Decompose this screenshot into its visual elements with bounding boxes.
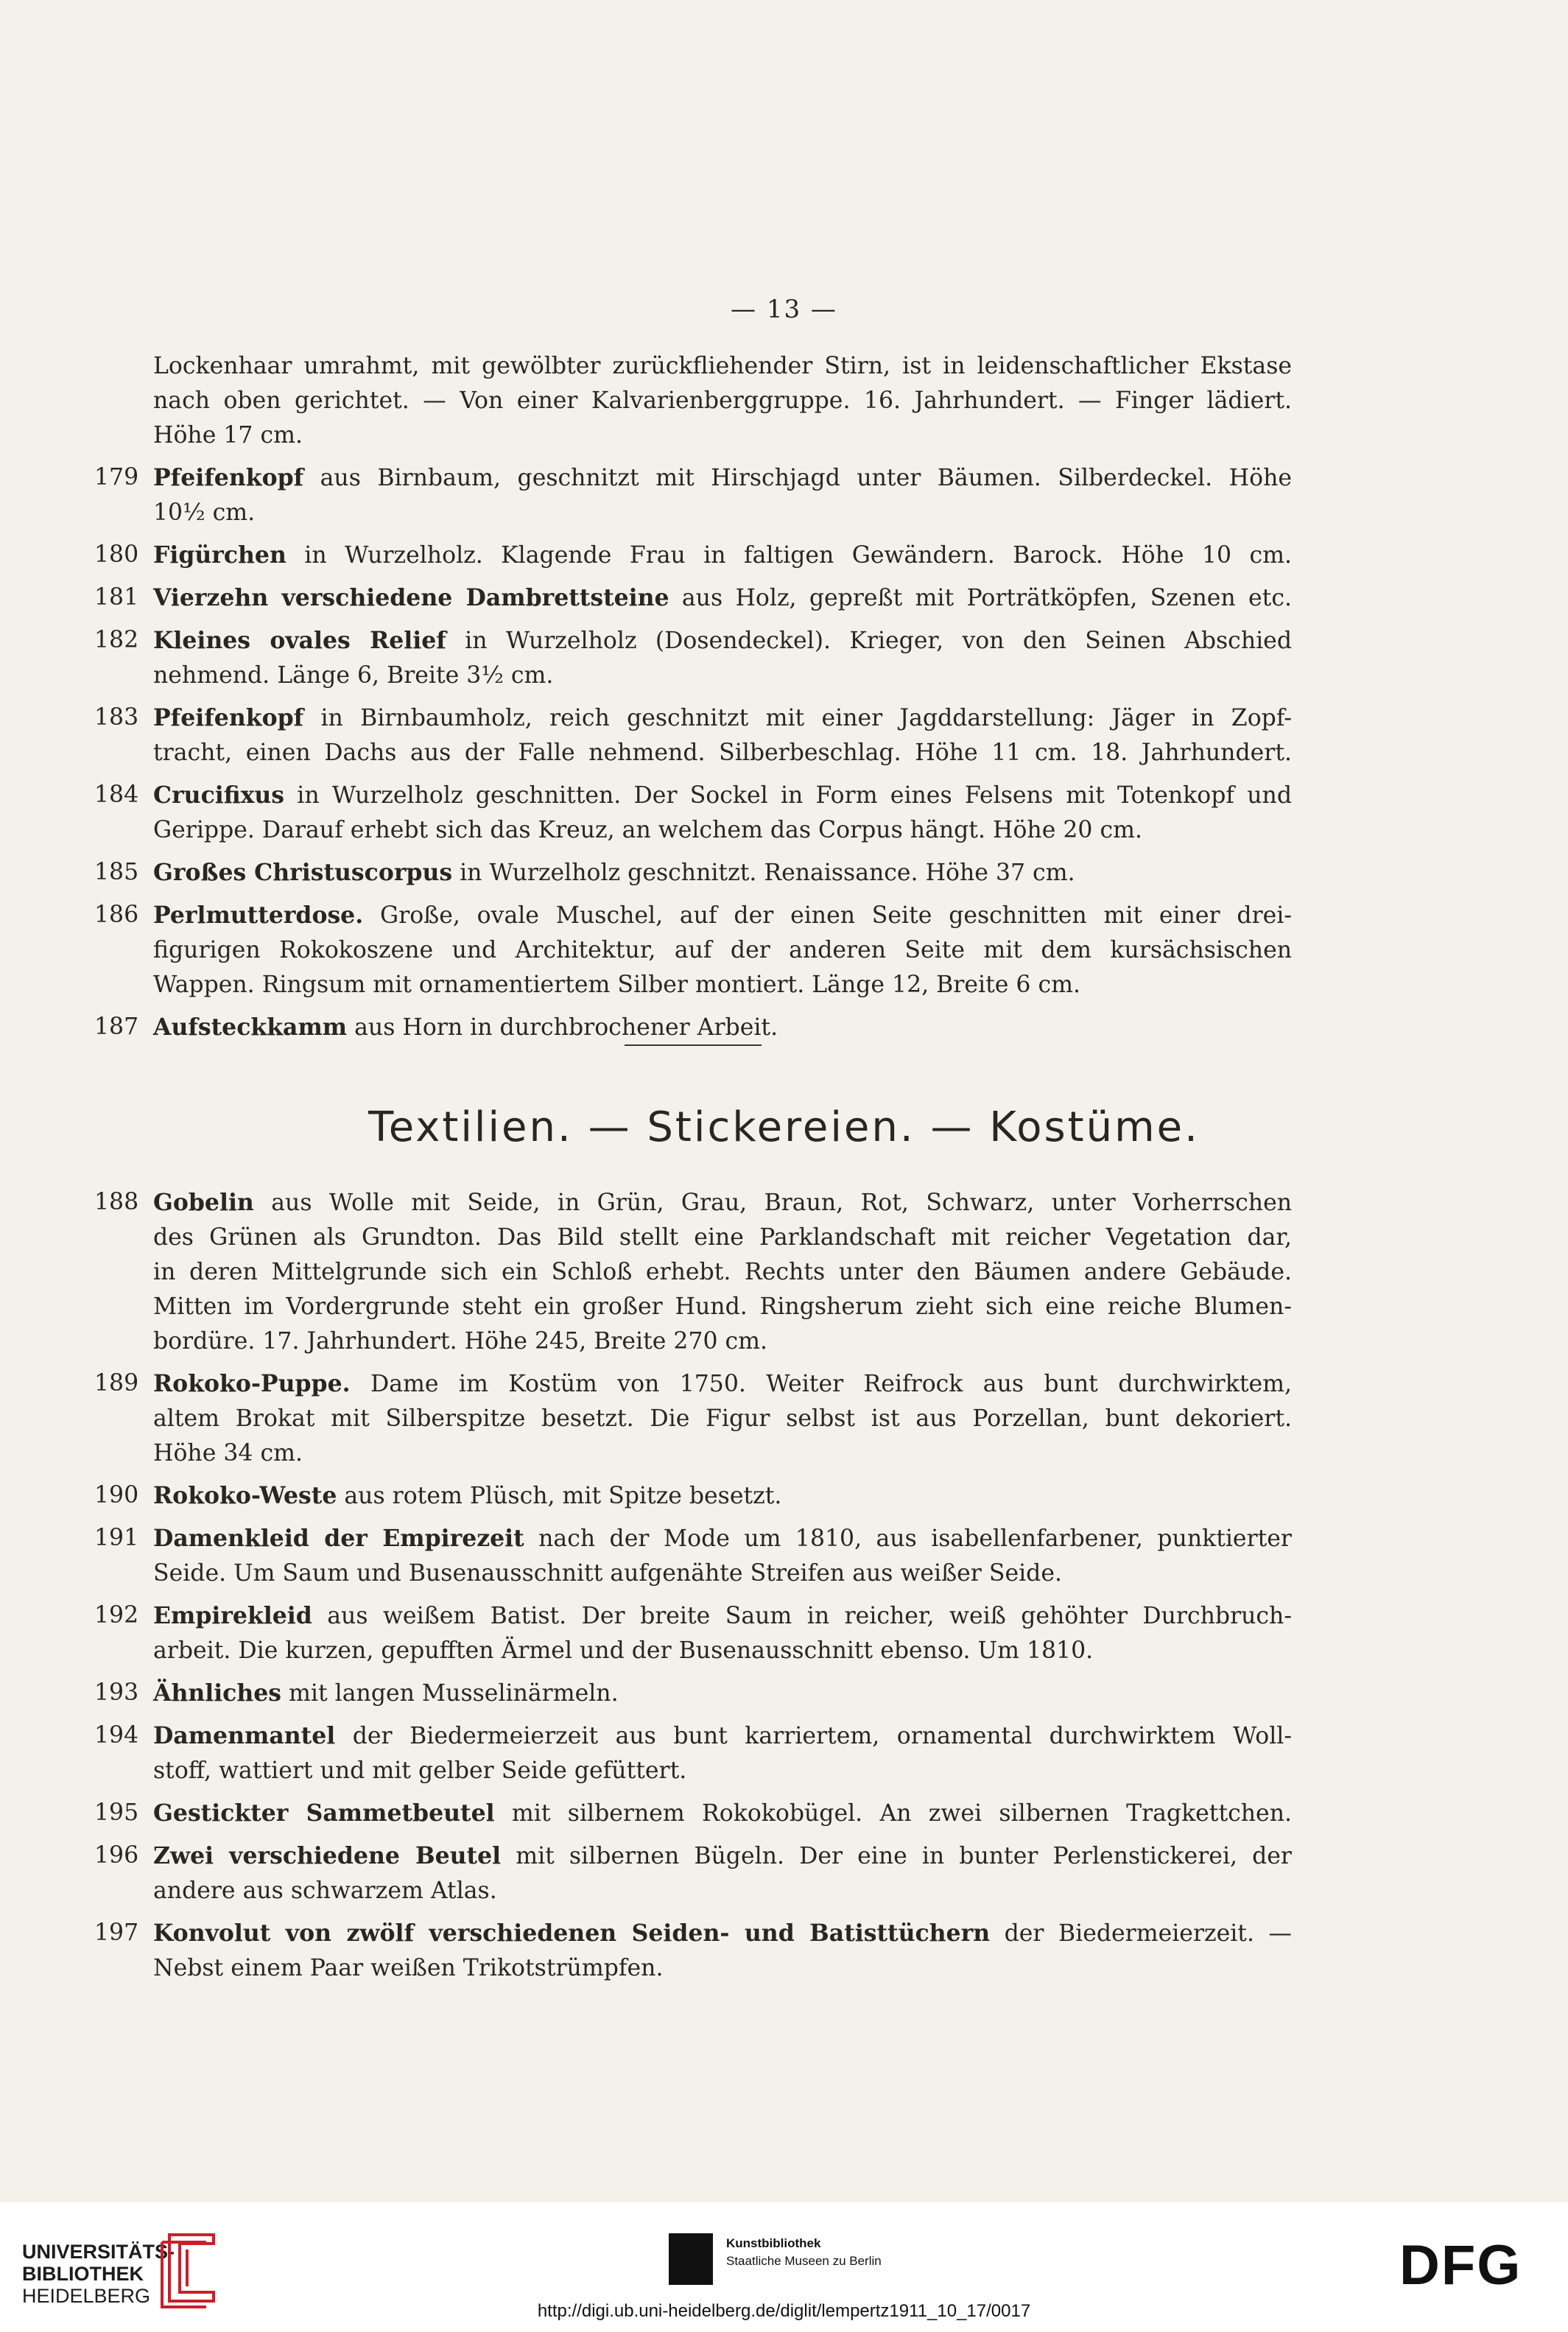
catalog-entry (94, 898, 1292, 1002)
entry-title: Empirekleid (153, 1602, 312, 1629)
catalog-entry (94, 1718, 1292, 1788)
entry-text: nach oben gerichtet. — Von einer Kalvarienberggruppe. 16. Jahrhundert. — Finger lädiert. (153, 387, 1292, 414)
entry-text: Große, ovale Muschel, auf der einen Seite geschnitten mit einer drei- (363, 902, 1292, 929)
entry-line (153, 1916, 1292, 1951)
entry-line (153, 778, 1292, 813)
entry-title: Konvolut von zwölf verschiedenen Seiden- und Batisttüchern (153, 1920, 991, 1947)
university-library-logo (22, 2241, 175, 2307)
entry-line (153, 1718, 1292, 1754)
entry-line (153, 1951, 1292, 1986)
catalog-entry (94, 1366, 1292, 1471)
entry-text: bordüre. 17. Jahrhundert. Höhe 245, Breite 270 cm. (153, 1328, 768, 1355)
catalog-entry (94, 855, 1292, 891)
entry-text: Höhe 17 cm. (153, 422, 303, 449)
kunstbibliothek-logo-icon (669, 2233, 713, 2285)
entry-line (153, 813, 1292, 848)
entry-line (153, 1185, 1292, 1221)
entries-list-top (94, 349, 1292, 1053)
entry-line (153, 968, 1292, 1002)
entry-line (153, 898, 1292, 933)
kb-subtitle: Staatliche Museen zu Berlin (726, 2254, 882, 2268)
entry-title: Rokoko-Puppe. (153, 1370, 351, 1397)
entry-number: 197 (94, 1920, 139, 1946)
entry-number: 189 (94, 1370, 139, 1397)
section-heading: Textilien. — Stickereien. — Kostüme. (368, 1103, 1200, 1151)
entry-line (153, 418, 1292, 453)
catalog-entry (94, 538, 1292, 573)
entry-title: Vierzehn verschiedene Dambrettsteine (153, 584, 669, 611)
entry-line (153, 623, 1292, 658)
entry-title: Pfeifenkopf (153, 464, 304, 491)
entry-number: 187 (94, 1014, 139, 1040)
entry-title: Aufsteckkamm (153, 1014, 348, 1041)
entry-title: Rokoko-Weste (153, 1482, 337, 1509)
entry-line (153, 1324, 1292, 1359)
entry-line (153, 1838, 1292, 1874)
entry-title: Gestickter Sammetbeutel (153, 1799, 495, 1827)
entry-line (153, 1556, 1292, 1591)
entry-text: der Biedermeierzeit. — (990, 1920, 1292, 1947)
entry-number: 185 (94, 859, 139, 885)
catalog-entry (94, 1598, 1292, 1668)
catalog-entry (94, 623, 1292, 693)
catalog-entry (94, 1521, 1292, 1591)
entry-line (153, 855, 1292, 891)
entry-text: aus Horn in durchbrochener Arbeit. (347, 1014, 778, 1041)
entry-line (153, 700, 1292, 736)
entry-text: Mitten im Vordergrunde steht ein großer Hund. Ringsherum zieht sich eine reiche Blumen- (153, 1293, 1292, 1320)
entry-text: tracht, einen Dachs aus der Falle nehmend. Silberbeschlag. Höhe 11 cm. 18. Jahrhundert. (153, 740, 1292, 766)
entry-line (153, 1634, 1292, 1668)
entry-title: Gobelin (153, 1189, 254, 1216)
entry-text: in Birnbaumholz, reich geschnitzt mit einer Jagddarstellung: Jäger in Zopf- (303, 705, 1292, 731)
entry-number: 184 (94, 782, 139, 808)
entry-text: aus Holz, gepreßt mit Porträtköpfen, Szenen etc. (669, 585, 1292, 611)
university-mark-icon (155, 2227, 221, 2308)
entry-title: Crucifixus (153, 782, 285, 809)
entry-line (153, 1521, 1292, 1556)
entries-list-bottom (94, 1185, 1292, 1993)
entry-line (153, 1290, 1292, 1324)
entry-line (153, 1676, 1292, 1711)
entry-text: Gerippe. Darauf erhebt sich das Kreuz, an welchem das Corpus hängt. Höhe 20 cm. (153, 817, 1142, 843)
entry-number: 190 (94, 1482, 139, 1509)
entry-title: Figürchen (153, 541, 286, 569)
entry-text: figurigen Rokokoszene und Architektur, auf der anderen Seite mit dem kursächsischen (153, 937, 1292, 963)
entry-number: 188 (94, 1189, 139, 1215)
entry-title: Kleines ovales Relief (153, 627, 446, 654)
entry-number: 181 (94, 584, 139, 611)
entry-line (153, 1010, 1292, 1045)
entry-line (153, 1754, 1292, 1788)
entry-text: in Wurzelholz (Dosendeckel). Krieger, von den Seinen Abschied (446, 628, 1292, 654)
entry-number: 195 (94, 1799, 139, 1826)
entry-line (153, 349, 1292, 384)
entry-text: des Grünen als Grundton. Das Bild stellt eine Parklandschaft mit reicher Vegetation dar, (153, 1224, 1292, 1251)
entry-line (153, 1221, 1292, 1255)
catalog-entry (94, 1185, 1292, 1359)
entry-text: Lockenhaar umrahmt, mit gewölbter zurückfliehender Stirn, ist in leidenschaftlicher Ekstase (153, 353, 1292, 379)
entry-line (153, 1436, 1292, 1471)
logo-text-line1: UNIVERSITÄTS- (22, 2241, 175, 2263)
entry-title: Großes Christuscorpus (153, 859, 453, 886)
entry-line (153, 496, 1292, 530)
entry-line (153, 1366, 1292, 1402)
entry-text: nehmend. Länge 6, Breite 3½ cm. (153, 662, 554, 689)
entry-text: der Biedermeierzeit aus bunt karriertem, ornamental durchwirktem Woll- (335, 1723, 1292, 1749)
entry-text: in Wurzelholz. Klagende Frau in faltigen Gewändern. Barock. Höhe 10 cm. (286, 542, 1292, 569)
source-url[interactable]: http://digi.ub.uni-heidelberg.de/diglit/lempertz1911_10_17/0017 (537, 2301, 1031, 2321)
catalog-entry (94, 1916, 1292, 1986)
section-divider (625, 1044, 762, 1046)
entry-text: aus Birnbaum, geschnitzt mit Hirschjagd unter Bäumen. Silberdeckel. Höhe (303, 465, 1292, 491)
entry-text: aus Wolle mit Seide, in Grün, Grau, Braun, Rot, Schwarz, unter Vorherrschen (253, 1190, 1292, 1216)
dfg-logo: DFG (1399, 2234, 1522, 2297)
catalog-entry (94, 1676, 1292, 1711)
catalog-entry (94, 778, 1292, 848)
catalog-entry (94, 1478, 1292, 1514)
entry-text: aus weißem Batist. Der breite Saum in reicher, weiß gehöhter Durchbruch- (312, 1603, 1292, 1629)
entry-text: in Wurzelholz geschnitten. Der Sockel in Form eines Felsens mit Totenkopf und (284, 782, 1292, 809)
entry-title: Ähnliches (153, 1679, 282, 1707)
entry-line (153, 1478, 1292, 1514)
entry-text: Höhe 34 cm. (153, 1440, 303, 1467)
entry-line (153, 538, 1292, 573)
entry-text: Wappen. Ringsum mit ornamentiertem Silber montiert. Länge 12, Breite 6 cm. (153, 972, 1080, 998)
entry-text: mit langen Musselinärmeln. (281, 1680, 619, 1707)
entry-line (153, 1874, 1292, 1908)
entry-number: 183 (94, 704, 139, 731)
entry-text: mit silbernem Rokokobügel. An zwei silbernen Tragkettchen. (494, 1800, 1292, 1827)
catalog-entry (94, 349, 1292, 453)
entry-line (153, 1402, 1292, 1436)
entry-title: Zwei verschiedene Beutel (153, 1842, 502, 1869)
logo-text-line2: BIBLIOTHEK (22, 2263, 144, 2285)
catalog-entry (94, 580, 1292, 616)
entry-text: mit silbernen Bügeln. Der eine in bunter Perlenstickerei, der (501, 1843, 1292, 1869)
kunstbibliothek-label (726, 2235, 882, 2270)
entry-line (153, 658, 1292, 693)
entry-line (153, 736, 1292, 770)
entry-line (153, 1796, 1292, 1831)
entry-number: 194 (94, 1722, 139, 1749)
entry-title: Pfeifenkopf (153, 704, 304, 731)
catalog-entry (94, 460, 1292, 530)
kb-title: Kunstbibliothek (726, 2236, 821, 2250)
entry-number: 193 (94, 1679, 139, 1706)
page-number: — 13 — (731, 295, 837, 324)
entry-line (153, 460, 1292, 496)
entry-text: stoff, wattiert und mit gelber Seide gefüttert. (153, 1757, 687, 1784)
entry-text: aus rotem Plüsch, mit Spitze besetzt. (337, 1483, 782, 1509)
entry-line (153, 1255, 1292, 1290)
entry-line (153, 1598, 1292, 1634)
catalog-entry (94, 1838, 1292, 1908)
entry-line (153, 384, 1292, 418)
entry-text: 10½ cm. (153, 499, 256, 526)
entry-title: Damenmantel (153, 1722, 336, 1749)
entry-text: in Wurzelholz geschnitzt. Renaissance. Höhe 37 cm. (452, 860, 1075, 886)
entry-number: 191 (94, 1525, 139, 1551)
entry-text: in deren Mittelgrunde sich ein Schloß erhebt. Rechts unter den Bäumen andere Gebäude. (153, 1259, 1292, 1285)
footer-bar (0, 2202, 1568, 2332)
entry-text: Dame im Kostüm von 1750. Weiter Reifrock aus bunt durchwirktem, (350, 1371, 1292, 1397)
entry-number: 180 (94, 541, 139, 568)
entry-title: Perlmutterdose. (153, 902, 364, 929)
entry-number: 192 (94, 1602, 139, 1629)
entry-text: nach der Mode um 1810, aus isabellenfarbener, punktierter (524, 1525, 1292, 1552)
logo-text-line3: HEIDELBERG (22, 2285, 151, 2307)
entry-title: Damenkleid der Empirezeit (153, 1525, 524, 1552)
entry-text: Seide. Um Saum und Busenausschnitt aufgenähte Streifen aus weißer Seide. (153, 1560, 1062, 1587)
entry-text: altem Brokat mit Silberspitze besetzt. Die Figur selbst ist aus Porzellan, bunt dekoriert. (153, 1405, 1292, 1432)
entry-number: 182 (94, 627, 139, 653)
entry-text: arbeit. Die kurzen, gepufften Ärmel und der Busenausschnitt ebenso. Um 1810. (153, 1637, 1094, 1664)
catalog-entry (94, 1010, 1292, 1045)
entry-line (153, 933, 1292, 968)
entry-text: Nebst einem Paar weißen Trikotstrümpfen. (153, 1955, 664, 1981)
entry-number: 186 (94, 902, 139, 928)
entry-text: andere aus schwarzem Atlas. (153, 1878, 497, 1904)
entry-line (153, 580, 1292, 616)
catalog-entry (94, 1796, 1292, 1831)
catalog-entry (94, 700, 1292, 770)
entry-number: 196 (94, 1842, 139, 1869)
entry-number: 179 (94, 464, 139, 491)
